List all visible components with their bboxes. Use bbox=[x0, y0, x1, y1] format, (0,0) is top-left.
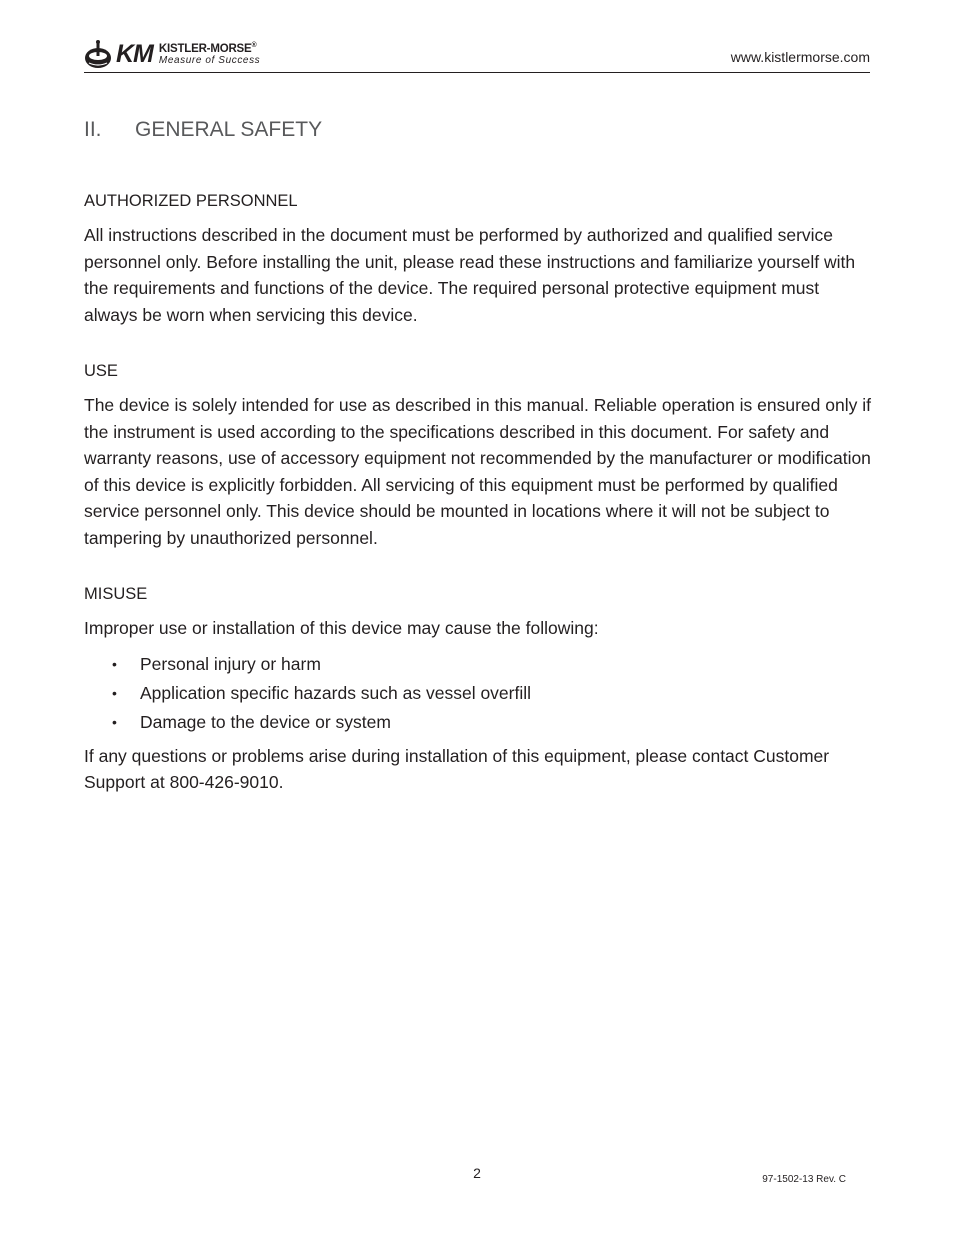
misuse-closing: If any questions or problems arise during installation of this equipment, please contact Customer Support at 800-426-9010. bbox=[84, 745, 830, 792]
use-body: The device is solely intended for use as described in this manual. Reliable operation is ensured only if the instrument is used according to the specifications described in this document. For safety and warranty reasons, use of accessory equipment not recommended by the manufacturer or modification of this device is explicitly forbidden. All servicing of this equipment must be performed by qualified service personnel only. This device should be mounted in locations where it will not be subject to tampering by unauthorized personnel. bbox=[84, 395, 871, 548]
page-content bbox=[84, 190, 874, 796]
section-title bbox=[84, 118, 322, 142]
list-item: • Personal injury or harm bbox=[84, 650, 874, 679]
page-header bbox=[84, 38, 870, 73]
website-url: www.kistlermorse.com bbox=[730, 49, 870, 65]
misuse-list bbox=[84, 650, 874, 737]
list-item: • Application specific hazards such as vessel overfill bbox=[84, 679, 874, 708]
logo-tagline: Measure of Success bbox=[158, 55, 261, 67]
authorized-personnel-body: All instructions described in the document must be performed by authorized and qualified service personnel only. Before installing the unit, please read these instructions and familiarize yourself with the requirements and functions of the device. The required personal protective equipment must always be worn when servicing this device. bbox=[84, 225, 856, 325]
page-number: 2 bbox=[473, 1165, 481, 1181]
section-title-text: GENERAL SAFETY bbox=[135, 118, 323, 141]
section-number: II. bbox=[84, 118, 102, 141]
registered-mark: ® bbox=[251, 41, 257, 49]
document-revision: 97-1502-13 Rev. C bbox=[762, 1174, 846, 1185]
bullet-icon: • bbox=[112, 713, 117, 730]
bullet-icon: • bbox=[112, 655, 117, 672]
logo-mark: KM bbox=[116, 39, 153, 68]
bullet-icon: • bbox=[112, 684, 117, 701]
company-logo bbox=[84, 38, 260, 70]
authorized-personnel-heading: AUTHORIZED PERSONNEL bbox=[84, 192, 298, 210]
logo-emblem-icon bbox=[84, 39, 112, 69]
use-heading: USE bbox=[84, 362, 118, 380]
misuse-heading: MISUSE bbox=[84, 585, 148, 603]
list-item: • Damage to the device or system bbox=[84, 708, 874, 737]
misuse-intro: Improper use or installation of this device may cause the following: bbox=[84, 618, 599, 638]
logo-company-name: KISTLER-MORSE® bbox=[158, 41, 257, 55]
